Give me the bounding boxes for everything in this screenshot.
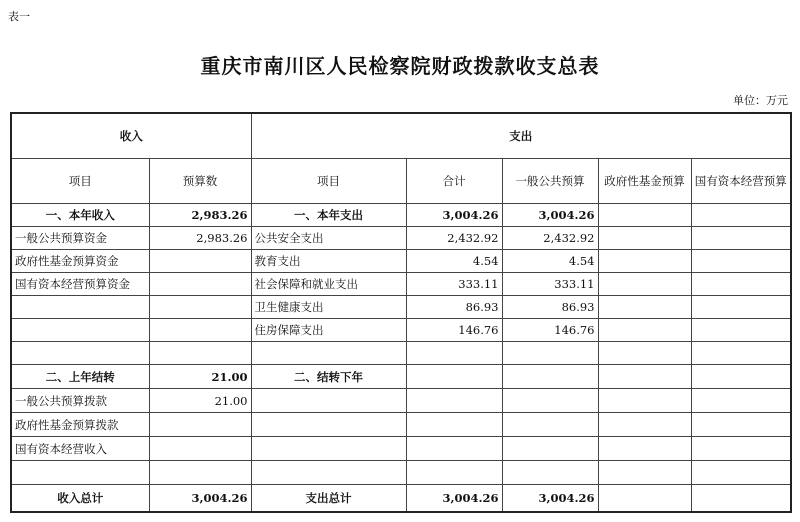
- unit-label: 单位：万元: [733, 94, 788, 107]
- expense-total-cell: 86.93: [406, 296, 502, 319]
- income-total-amount: 3,004.26: [149, 485, 251, 513]
- income-item-cell: 国有资本经营预算资金: [11, 273, 149, 296]
- income-item-cell: [11, 319, 149, 342]
- expense-item-cell: 二、结转下年: [251, 365, 406, 389]
- income-amount-cell: 21.00: [149, 389, 251, 413]
- income-amount-cell: [149, 461, 251, 485]
- expense-gov-fund-cell: [598, 204, 691, 227]
- expense-total-cell: 3,004.26: [406, 204, 502, 227]
- income-amount-cell: [149, 250, 251, 273]
- expense-general-cell: 86.93: [502, 296, 598, 319]
- income-item-cell: [11, 296, 149, 319]
- header-income-budget: 预算数: [149, 159, 251, 204]
- expense-general-cell: [502, 437, 598, 461]
- expense-gov-fund-cell: [598, 273, 691, 296]
- table-row: [11, 437, 791, 461]
- table-row: [11, 389, 791, 413]
- table-row: [11, 227, 791, 250]
- table-number: 表一: [8, 10, 30, 23]
- budget-table: [10, 112, 792, 513]
- expense-total-cell: [406, 461, 502, 485]
- expense-item-cell: 一、本年支出: [251, 204, 406, 227]
- header-expense-gov-fund: 政府性基金预算: [598, 159, 691, 204]
- expense-gov-fund-cell: [598, 413, 691, 437]
- expense-total-state-capital: [691, 485, 791, 513]
- expense-gov-fund-cell: [598, 296, 691, 319]
- table-row: [11, 461, 791, 485]
- expense-gov-fund-cell: [598, 227, 691, 250]
- income-item-cell: [11, 461, 149, 485]
- expense-gov-fund-cell: [598, 365, 691, 389]
- income-amount-cell: 2,983.26: [149, 227, 251, 250]
- income-amount-cell: 21.00: [149, 365, 251, 389]
- expense-gov-fund-cell: [598, 437, 691, 461]
- expense-total-cell: [406, 389, 502, 413]
- expense-gov-fund-cell: [598, 319, 691, 342]
- expense-item-cell: 住房保障支出: [251, 319, 406, 342]
- income-item-cell: 国有资本经营收入: [11, 437, 149, 461]
- table-row: [11, 365, 791, 389]
- expense-total-cell: 146.76: [406, 319, 502, 342]
- expense-general-cell: [502, 365, 598, 389]
- expense-state-capital-cell: [691, 437, 791, 461]
- table-row: [11, 296, 791, 319]
- table-row: [11, 273, 791, 296]
- expense-state-capital-cell: [691, 319, 791, 342]
- expense-general-cell: 146.76: [502, 319, 598, 342]
- expense-gov-fund-cell: [598, 389, 691, 413]
- table-body: [11, 204, 791, 485]
- income-item-cell: 一、本年收入: [11, 204, 149, 227]
- expense-total-cell: [406, 437, 502, 461]
- expense-section-header: 支出: [251, 113, 791, 159]
- income-item-cell: 政府性基金预算拨款: [11, 413, 149, 437]
- expense-state-capital-cell: [691, 461, 791, 485]
- expense-item-cell: [251, 437, 406, 461]
- expense-general-cell: [502, 413, 598, 437]
- income-amount-cell: [149, 413, 251, 437]
- expense-total-cell: [406, 342, 502, 365]
- income-item-cell: 二、上年结转: [11, 365, 149, 389]
- income-amount-cell: [149, 437, 251, 461]
- income-amount-cell: [149, 319, 251, 342]
- expense-item-cell: 卫生健康支出: [251, 296, 406, 319]
- expense-state-capital-cell: [691, 342, 791, 365]
- table-row: [11, 319, 791, 342]
- expense-item-cell: 教育支出: [251, 250, 406, 273]
- expense-gov-fund-cell: [598, 461, 691, 485]
- expense-total-cell: 4.54: [406, 250, 502, 273]
- expense-gov-fund-cell: [598, 250, 691, 273]
- expense-general-cell: [502, 342, 598, 365]
- expense-state-capital-cell: [691, 204, 791, 227]
- document-title: 重庆市南川区人民检察院财政拨款收支总表: [200, 54, 600, 78]
- income-item-cell: [11, 342, 149, 365]
- table-row: [11, 204, 791, 227]
- header-expense-item: 项目: [251, 159, 406, 204]
- expense-gov-fund-cell: [598, 342, 691, 365]
- expense-item-cell: [251, 413, 406, 437]
- expense-item-cell: 公共安全支出: [251, 227, 406, 250]
- totals-row: [11, 485, 791, 513]
- income-item-cell: 一般公共预算拨款: [11, 389, 149, 413]
- expense-total-cell: 333.11: [406, 273, 502, 296]
- income-section-header: 收入: [11, 113, 251, 159]
- income-amount-cell: [149, 342, 251, 365]
- expense-total-cell: [406, 365, 502, 389]
- expense-state-capital-cell: [691, 250, 791, 273]
- income-item-cell: 政府性基金预算资金: [11, 250, 149, 273]
- expense-state-capital-cell: [691, 389, 791, 413]
- expense-total-amount: 3,004.26: [406, 485, 502, 513]
- expense-state-capital-cell: [691, 273, 791, 296]
- expense-general-cell: 2,432.92: [502, 227, 598, 250]
- expense-general-cell: 333.11: [502, 273, 598, 296]
- expense-item-cell: [251, 342, 406, 365]
- income-item-cell: 一般公共预算资金: [11, 227, 149, 250]
- header-expense-state-capital: 国有资本经营预算: [691, 159, 791, 204]
- income-total-label: 收入总计: [11, 485, 149, 513]
- expense-general-cell: [502, 389, 598, 413]
- expense-general-cell: 4.54: [502, 250, 598, 273]
- expense-total-cell: [406, 413, 502, 437]
- expense-item-cell: 社会保障和就业支出: [251, 273, 406, 296]
- expense-state-capital-cell: [691, 296, 791, 319]
- table-row: [11, 413, 791, 437]
- expense-state-capital-cell: [691, 413, 791, 437]
- expense-state-capital-cell: [691, 365, 791, 389]
- table-row: [11, 342, 791, 365]
- income-amount-cell: 2,983.26: [149, 204, 251, 227]
- expense-total-cell: 2,432.92: [406, 227, 502, 250]
- expense-general-cell: [502, 461, 598, 485]
- expense-total-general: 3,004.26: [502, 485, 598, 513]
- table-row: [11, 250, 791, 273]
- expense-total-label: 支出总计: [251, 485, 406, 513]
- header-expense-general: 一般公共预算: [502, 159, 598, 204]
- expense-total-gov-fund: [598, 485, 691, 513]
- header-expense-total: 合计: [406, 159, 502, 204]
- income-amount-cell: [149, 273, 251, 296]
- expense-item-cell: [251, 461, 406, 485]
- expense-general-cell: 3,004.26: [502, 204, 598, 227]
- income-amount-cell: [149, 296, 251, 319]
- header-income-item: 项目: [11, 159, 149, 204]
- expense-state-capital-cell: [691, 227, 791, 250]
- expense-item-cell: [251, 389, 406, 413]
